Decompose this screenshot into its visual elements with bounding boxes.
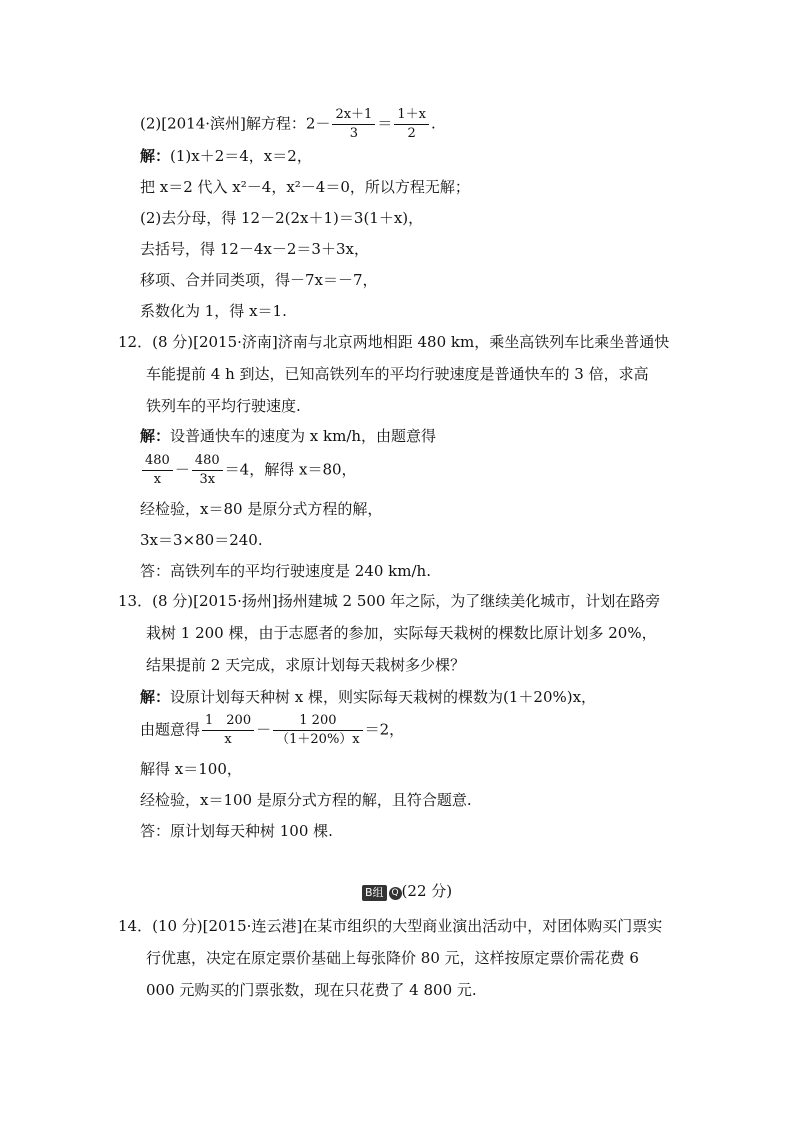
q14-text-line-3: 000 元购买的门票张数，现在只花费了 4 800 元.: [146, 981, 477, 999]
group-b-badge: B组: [362, 885, 387, 901]
q13-fraction-1: $\frac{1 200}{x}$: [202, 712, 254, 749]
q11-fraction-1: $\frac{2x+1}{3}$: [332, 106, 375, 143]
q12-fraction-1: $\frac{480}{x}$: [142, 452, 173, 489]
q11-part2-prefix: (2)[2014·滨州]解方程：2－: [140, 114, 331, 133]
q13-check: 经检验，x＝100 是原分式方程的解，且符合题意.: [140, 791, 472, 809]
q12-answer-line-1: 解：设普通快车的速度为 x km/h，由题意得: [140, 427, 437, 445]
q13-solve: 解得 x＝100，: [140, 760, 242, 778]
q13-final-answer: 答：原计划每天种树 100 棵.: [140, 822, 333, 840]
q11-answer-line-4: 去括号，得 12－4x－2＝3＋3x，: [140, 240, 369, 258]
q11-fraction-2: $\frac{1+x}{2}$: [394, 106, 429, 143]
q13-fraction-2: $\frac{1 200}{(1+20\%)x}$: [273, 712, 363, 749]
q11-part2-question: (2)[2014·滨州]解方程：2－ $\frac{2x+1}{3}$ ＝ $\frac{1+x}{2}$ .: [140, 107, 436, 141]
answer-label: 解：: [140, 688, 171, 706]
q11-answer-line-6: 系数化为 1，得 x＝1.: [140, 302, 287, 320]
q11-answer-line-1: 解：(1)x＋2＝4，x＝2，: [140, 147, 312, 165]
q14-text-line-2: 行优惠，决定在原定票价基础上每张降价 80 元，这样按原定票价需花费 6: [146, 949, 639, 967]
q12-check: 经检验，x＝80 是原分式方程的解，: [140, 500, 383, 518]
answer-label: 解：: [140, 147, 171, 165]
q13-text-line-3: 结果提前 2 天完成，求原计划每天栽树多少棵？: [146, 656, 466, 674]
q12-text-line-3: 铁列车的平均行驶速度.: [146, 397, 301, 415]
q13-text-line-2: 栽树 1 200 棵，由于志愿者的参加，实际每天栽树的棵数比原计划多 20%，: [146, 624, 657, 642]
q11-answer-line-2: 把 x＝2 代入 x²－4，x²－4＝0，所以方程无解；: [140, 178, 470, 196]
q14-text-line-1: 14．(10 分)[2015·连云港]在某市组织的大型商业演出活动中，对团体购买门票实: [118, 917, 663, 935]
group-b-points: (22 分): [401, 882, 453, 900]
q11-answer-line-5: 移项、合并同类项，得－7x＝－7，: [140, 271, 378, 289]
q12-text-line-2: 车能提前 4 h 到达，已知高铁列车的平均行驶速度是普通快车的 3 倍，求高: [146, 365, 649, 383]
group-b-header: [362, 880, 452, 902]
q11-answer-line-3: (2)去分母，得 12－2(2x＋1)＝3(1＋x)，: [140, 209, 424, 227]
q13-answer-line-1: 解：设原计划每天种树 x 棵，则实际每天栽树的棵数为(1＋20%)x，: [140, 688, 597, 706]
q13-text-line-1: 13．(8 分)[2015·扬州]扬州建城 2 500 年之际，为了继续美化城市，计划在路旁: [118, 592, 661, 610]
q13-equation: 由题意得 $\frac{1 200}{x}$ － $\frac{1 200}{(1+20\%)x}$ ＝2，: [140, 713, 405, 747]
q12-text-line-1: 12．(8 分)[2015·济南]济南与北京两地相距 480 km，乘坐高铁列车比乘坐普通快: [118, 333, 670, 351]
answer-label: 解：: [140, 427, 171, 445]
q12-fraction-2: $\frac{480}{3x}$: [192, 452, 223, 489]
question-mark-icon: Q: [389, 887, 402, 900]
q12-calc: 3x＝3×80＝240.: [140, 531, 263, 549]
q12-final-answer: 答：高铁列车的平均行驶速度是 240 km/h.: [140, 562, 431, 580]
q12-equation: $\frac{480}{x}$ － $\frac{480}{3x}$ ＝4，解得 x＝80，: [140, 452, 357, 489]
